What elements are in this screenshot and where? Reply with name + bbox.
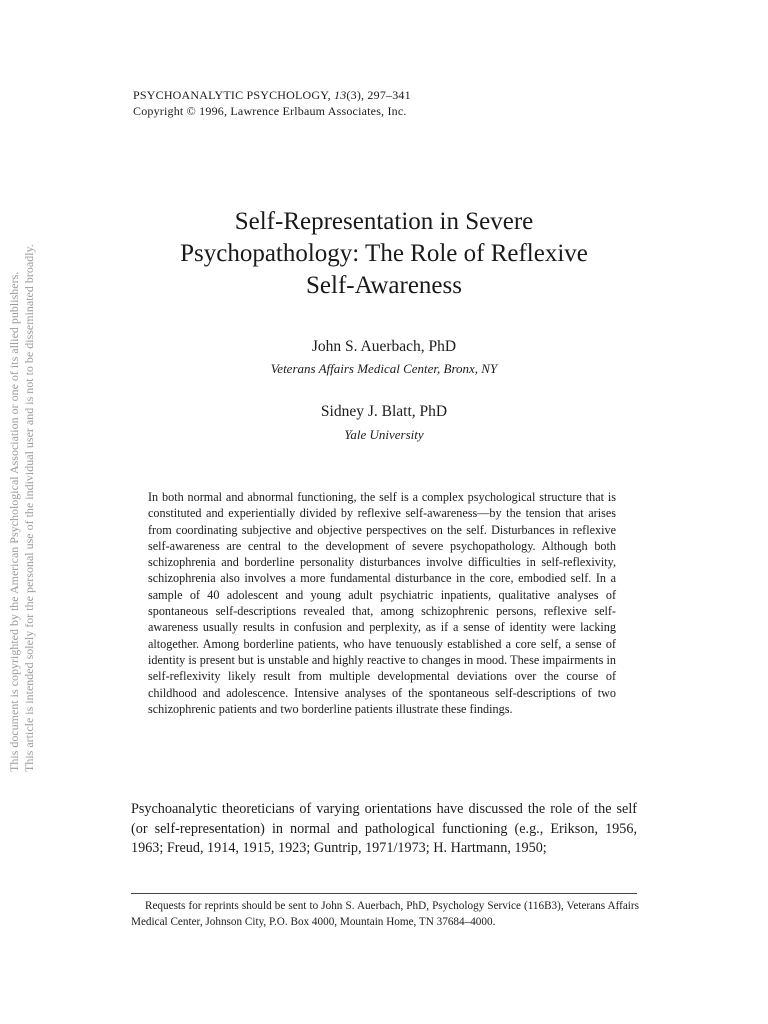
- journal-header: [133, 87, 411, 119]
- journal-copyright: Copyright © 1996, Lawrence Erlbaum Associates, Inc.: [133, 104, 407, 118]
- journal-volume: 13: [334, 88, 347, 102]
- author-affiliation-1: Veterans Affairs Medical Center, Bronx, NY: [270, 361, 498, 376]
- side-copyright-notice: [0, 0, 44, 1024]
- title-line-3: Self-Awareness: [306, 272, 462, 299]
- abstract: In both normal and abnormal functioning, the self is a complex psychological structure that is constituted and experientially divided by reflexive self-awareness—by the tension that arises from coordinating subjective and objective perspectives on the self. Disturbances in reflexive self-awareness are central to the development of severe psychopathology. Although both schizophrenia and borderline personality disturbances involve difficulties in self-reflexivity, schizophrenia also involves a more fundamental disturbance in the core, embodied self. In a sample of 40 adolescent and young adult psychiatric inpatients, qualitative analyses of spontaneous self-descriptions revealed that, among schizophrenic persons, reflexive self-awareness usually results in confusion and perplexity, as if a sense of identity were lacking altogether. Among borderline patients, who have tenuously established a core self, a sense of identity is present but is unstable and highly reactive to changes in mood. These impairments in self-reflexivity likely result from multiple developmental deviations over the course of childhood and adolescence. Intensive analyses of the spontaneous self-descriptions of two schizophrenic patients and two borderline patients illustrate these findings.: [148, 490, 616, 716]
- side-notice-line-1: This document is copyrighted by the American Psychological Association or one of its allied publishers.: [7, 271, 21, 772]
- article-title: [120, 206, 648, 302]
- title-line-2: Psychopathology: The Role of Reflexive: [180, 240, 588, 267]
- footnote: Requests for reprints should be sent to John S. Auerbach, PhD, Psychology Service (116B3), Veterans Affairs Medical Center, Johnson City, P.O. Box 4000, Mountain Home, TN 37684–4000.: [131, 900, 639, 928]
- side-notice-line-2: This article is intended solely for the personal use of the individual user and is not to be disseminated broadly.: [22, 244, 36, 772]
- author-name-1: John S. Auerbach, PhD: [311, 338, 457, 355]
- journal-name: PSYCHOANALYTIC PSYCHOLOGY,: [133, 88, 331, 102]
- journal-citation: [133, 87, 411, 103]
- footnote-divider: [131, 893, 637, 894]
- side-notice-text: [7, 152, 37, 772]
- author-affiliation-2: Yale University: [344, 427, 424, 442]
- title-line-1: Self-Representation in Severe: [234, 208, 534, 235]
- body-paragraph: Psychoanalytic theoreticians of varying orientations have discussed the role of the self (or self-representation) in normal and pathological functioning (e.g., Erikson, 1956, 1963; Freud, 1914, 1915, 1923; Guntrip, 1971/1973; H. Hartmann, 1950;: [131, 801, 637, 857]
- journal-issue-pages: (3), 297–341: [346, 88, 411, 102]
- author-name-2: Sidney J. Blatt, PhD: [320, 403, 448, 420]
